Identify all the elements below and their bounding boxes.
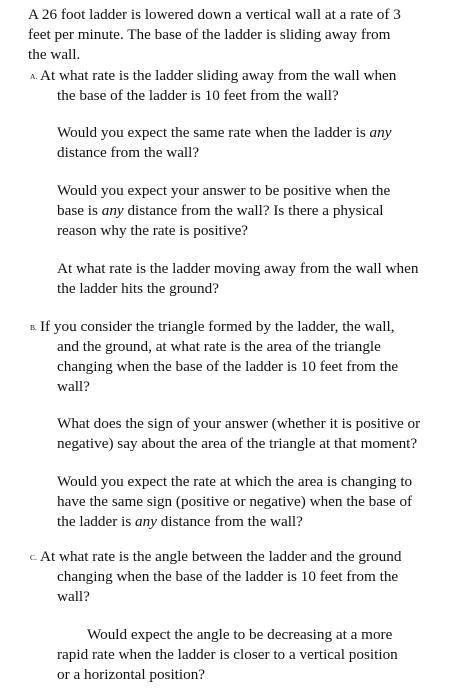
part-b-followup-1-line: negative) say about the area of the triangle at that moment? <box>57 435 418 452</box>
part-b-followup-2-line: have the same sign (positive or negative) when the base of <box>57 493 413 510</box>
part-c-question-line: At what rate is the angle between the ladder and the ground <box>40 548 402 565</box>
emphasis-any: any <box>101 202 124 219</box>
part-c-followup-1-line: Would expect the angle to be decreasing at a more <box>87 626 393 643</box>
part-a-followup-3-line: At what rate is the ladder moving away from the wall when <box>57 260 419 277</box>
part-b-marker: B. <box>30 323 37 332</box>
followup-text: the ladder is <box>57 513 136 530</box>
part-a-marker: A. <box>30 72 38 81</box>
part-b-followup-1-line: What does the sign of your answer (whether it is positive or <box>57 415 421 432</box>
part-b-question-line: wall? <box>57 378 90 395</box>
part-a-followup-3-line: the ladder hits the ground? <box>57 280 219 297</box>
followup-text: distance from the wall? <box>156 513 303 530</box>
part-c-marker: C. <box>30 553 37 562</box>
followup-text: Would you expect the same rate when the ladder is <box>57 124 370 141</box>
emphasis-any: any <box>135 513 157 530</box>
part-c-followup-1-line: or a horizontal position? <box>57 666 206 683</box>
part-b-question-line: and the ground, at what rate is the area of the triangle <box>57 338 381 355</box>
part-a-followup-2-line <box>57 201 383 220</box>
followup-text: base is <box>57 202 102 219</box>
intro-line: feet per minute. The base of the ladder is sliding away from <box>28 26 391 43</box>
part-c-question-line: changing when the base of the ladder is 10 feet from the <box>57 568 399 585</box>
part-a-followup-2-line: reason why the rate is positive? <box>57 222 249 239</box>
intro-line: A 26 foot ladder is lowered down a vertical wall at a rate of 3 <box>28 6 401 23</box>
part-a-followup-1-line <box>57 123 391 142</box>
part-a-question-line: the base of the ladder is 10 feet from the wall? <box>57 87 339 104</box>
part-b-followup-2-line <box>57 512 303 531</box>
part-a-followup-1-line: distance from the wall? <box>57 144 200 161</box>
emphasis-any: any <box>369 124 392 141</box>
part-a-followup-2-line: Would you expect your answer to be positive when the <box>57 182 391 199</box>
part-b-question-line: If you consider the triangle formed by the ladder, the wall, <box>40 318 395 335</box>
part-b-question-line: changing when the base of the ladder is 10 feet from the <box>57 358 399 375</box>
part-c-question-line: wall? <box>57 588 90 605</box>
followup-text: distance from the wall? Is there a physical <box>123 202 384 219</box>
intro-line: the wall. <box>28 46 81 63</box>
part-c-followup-1-line: rapid rate when the ladder is closer to a vertical position <box>57 646 398 663</box>
part-a-question-line: At what rate is the ladder sliding away from the wall when <box>40 67 397 84</box>
part-b-followup-2-line: Would you expect the rate at which the area is changing to <box>57 473 413 490</box>
